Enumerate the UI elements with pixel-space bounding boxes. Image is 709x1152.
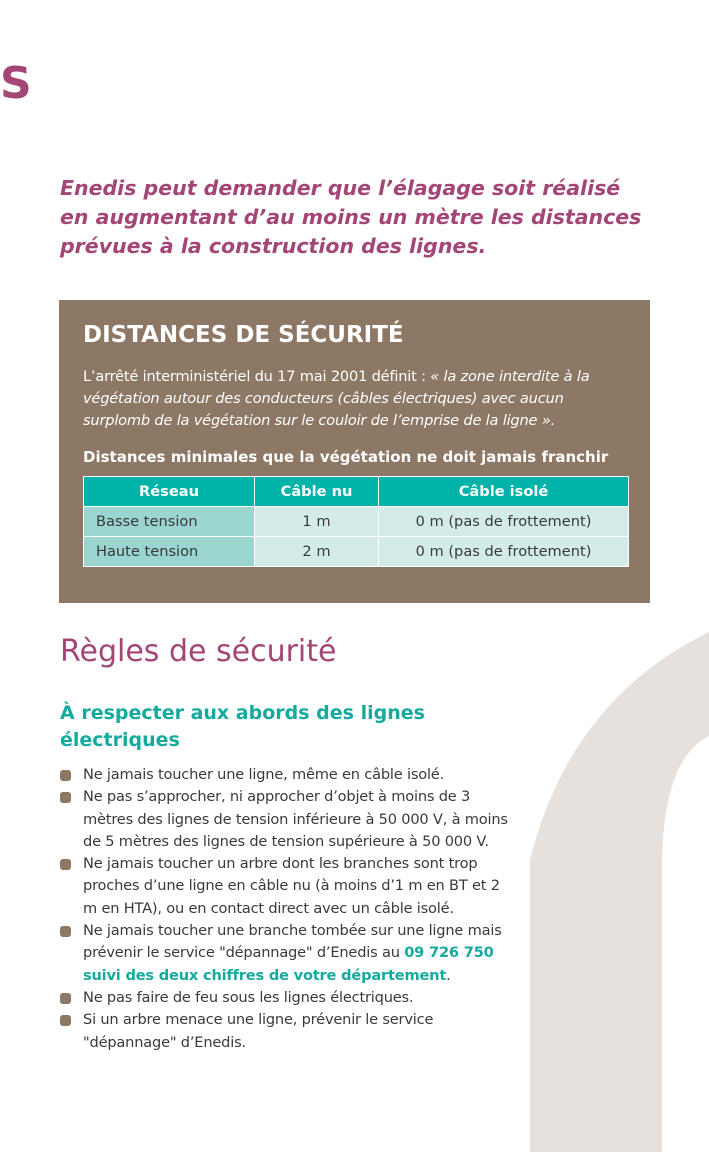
cell-cable-isole: 0 m (pas de frottement) <box>379 537 629 567</box>
cell-reseau: Basse tension <box>84 507 255 537</box>
list-item <box>60 786 510 853</box>
cell-cable-nu: 2 m <box>255 537 379 567</box>
bullet-square-icon <box>60 770 71 781</box>
table-row <box>84 507 629 537</box>
security-box-text <box>83 366 627 432</box>
decree-quote: « la zone interdite à la végétation autour des conducteurs (câbles électriques) avec aucun surplomb de la végétation sur le couloir de l’emprise de la ligne ». <box>83 368 590 429</box>
rule-text-end: . <box>446 966 451 984</box>
intro-line-1: Enedis peut demander que l’élagage soit réalisé <box>60 176 621 200</box>
bullet-square-icon <box>60 792 71 803</box>
bullet-square-icon <box>60 926 71 937</box>
rule-text: Ne pas s’approcher, ni approcher d’objet à moins de 3 mètres des lignes de tension inférieure à 50 000 V, à moins de 5 mètres des lignes de tension supérieure à 50 000 V. <box>83 788 508 850</box>
header-cable-nu: Câble nu <box>255 477 379 507</box>
list-item <box>60 853 510 920</box>
list-item <box>60 920 510 987</box>
cell-cable-isole: 0 m (pas de frottement) <box>379 507 629 537</box>
intro-line-2: en augmentant d’au moins un mètre les distances <box>60 205 642 229</box>
table-caption: Distances minimales que la végétation ne doit jamais franchir <box>83 448 609 466</box>
rule-text: Ne pas faire de feu sous les lignes électriques. <box>83 988 414 1006</box>
header-reseau: Réseau <box>84 477 255 507</box>
list-item <box>60 764 510 786</box>
distances-table <box>83 476 629 567</box>
rule-text: Ne jamais toucher un arbre dont les branches sont trop proches d’une ligne en câble nu (à moins d’1 m en BT et 2 m en HTA), ou en contact direct avec un câble isolé. <box>83 855 500 917</box>
rule-text: Ne jamais toucher une ligne, même en câble isolé. <box>83 766 445 783</box>
bullet-square-icon <box>60 993 71 1004</box>
phone-number-highlight: 09 726 750 suivi des deux chiffres de votre département <box>83 944 494 984</box>
header-cable-isole: Câble isolé <box>379 477 629 507</box>
table-header-row <box>84 477 629 507</box>
safety-rules-list <box>60 764 510 1054</box>
decree-intro: L’arrêté interministériel du 17 mai 2001 définit : <box>83 368 431 385</box>
page-corner-letter: S <box>0 58 32 109</box>
security-distances-box <box>59 300 650 603</box>
bullet-square-icon <box>60 1015 71 1026</box>
list-item <box>60 1009 510 1054</box>
list-item <box>60 987 510 1009</box>
bullet-square-icon <box>60 859 71 870</box>
cell-reseau: Haute tension <box>84 537 255 567</box>
rule-text: Si un arbre menace une ligne, prévenir le service "dépannage" d’Enedis. <box>83 1011 434 1051</box>
intro-paragraph <box>60 174 660 261</box>
security-box-title: DISTANCES DE SÉCURITÉ <box>83 322 404 348</box>
cell-cable-nu: 1 m <box>255 507 379 537</box>
intro-line-3: prévues à la construction des lignes. <box>60 234 487 258</box>
table-row <box>84 537 629 567</box>
rules-section-title: Règles de sécurité <box>60 634 337 669</box>
rule-text: Ne jamais toucher une branche tombée sur une ligne mais prévenir le service "dépannage" d’Enedis au <box>83 922 502 962</box>
rules-subtitle: À respecter aux abords des lignes électriques <box>60 702 425 751</box>
